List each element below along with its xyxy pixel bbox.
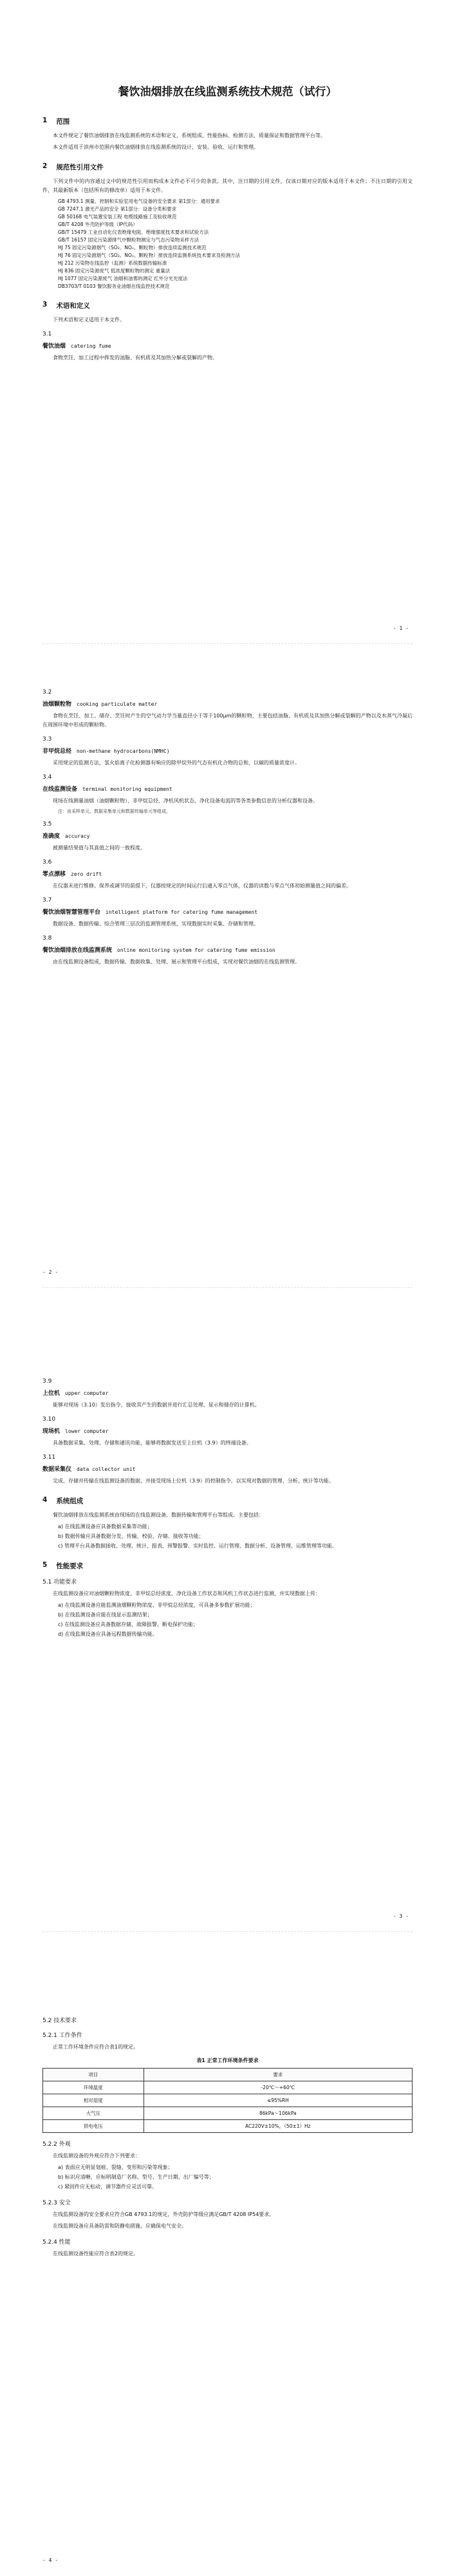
paragraph: 餐饮油烟排放在线监测系统由现场的在线监测设备、数据传输和管理平台等组成。主要包括： [53,1512,264,1518]
paragraph: 本文件适用于滨州市范围内餐饮油烟排放在线监测系统的设计、安装、验收、运行和管理。 [53,144,259,150]
term-zh: 数据采集仪 [42,1466,72,1473]
term-zh: 上位机 [42,1390,60,1397]
table-cell: 相对湿度 [43,2094,144,2107]
environment-table [42,2068,413,2133]
term-definition: 食物烹饪、加工过程中挥发的油脂、有机质及其加热分解或裂解的产物。 [53,355,218,361]
term-zh: 零点漂移 [42,871,66,878]
term-zh: 准确度 [42,833,60,840]
list-item: b) 数据传输应具备数据分发、传输、校验、存储、接收等功能； [58,1533,204,1539]
term-definition: 现场在线测量油烟（油烟颗粒物）、非甲烷总烃、净机风机状态、净化设备电流的等各类参数信息的分析仪器和设备。 [53,798,318,804]
appearance-requirements-list [58,2163,413,2192]
standard-item: HJ 1077 固定污染源废气 油烟和油雾的测定 红外分光光度法 [58,276,188,281]
term-en: catering fume [71,343,111,349]
term-definition: 采用规定的监测方法，氢火焰离子化检测器有响应的除甲烷外的气态有机化合物的总和，以碳的质量浓度计。 [53,760,300,766]
term-en: data collector unit [77,1466,136,1472]
term-number: 3.1 [42,331,52,337]
term-zh: 餐饮油烟 [42,343,66,350]
term-heading [42,831,413,840]
table-cell: -20℃～+60℃ [144,2081,412,2094]
section-title: 规范性引用文件 [56,164,104,171]
term-en: zero drift [71,871,102,877]
term-zh: 餐饮油烟智慧管理平台 [42,909,101,916]
list-item: a) 在线监测设备应能监测油烟颗粒物浓度、非甲烷总烃浓度，可具备多参数扩展功能； [58,1602,255,1608]
section-heading [42,1496,413,1506]
standard-item: HJ 212 污染物在线监控（监测）系统数据传输标准 [58,260,167,266]
table-header-row [43,2069,413,2081]
page-number: - 1 - [393,625,409,631]
page-number: - 4 - [42,2557,59,2563]
table-cell: ≤95%RH [144,2094,412,2107]
table-row [43,2107,413,2120]
table-cell: 大气压 [43,2107,144,2120]
table-title: 表1 正常工作环境条件要求 [196,2058,259,2063]
standard-item: GB 7247.1 激光产品的安全 第1部分：设备分类和要求 [58,206,177,212]
term-definition: 被测量结果值与其真值之间的一致程度。 [53,845,145,851]
subsection-heading: 5.2.2 外观 [42,2141,71,2148]
term-heading [42,1464,413,1473]
term-number: 3.7 [42,897,52,904]
term-note: 注：由采样单元、数据采集单元和数据传输单元等组成。 [58,809,171,814]
term-number: 3.3 [42,736,52,743]
term-en: intelligent platform for catering fume management [106,909,258,915]
standards-list [58,198,413,290]
term-heading [42,1388,413,1397]
term-number: 3.8 [42,935,52,942]
list-item: b) 标识应清晰，应标明制造厂名称、型号、生产日期、出厂编号等； [58,2174,214,2180]
section-heading [42,162,413,172]
section-title: 性能要求 [56,1562,84,1570]
term-en: upper computer [65,1390,109,1396]
term-definition: 数据设备、数据传输、综合管理三层次的监测管理系统，实现数据实时采集、存储和管理。 [53,921,259,927]
term-en: cooking particulate matter [77,701,158,707]
section-number: 5 [42,1561,48,1569]
term-heading [42,945,413,954]
section-title: 范围 [56,118,70,126]
list-item: d) 在线监测设备应具备远程数据传输功能。 [58,1631,158,1637]
system-components-list [58,1522,413,1551]
term-zh: 现场机 [42,1428,60,1435]
section-number: 4 [42,1496,48,1504]
term-number: 3.5 [42,821,52,828]
standard-item: DB3703/T 0103 餐饮服务业油烟在线监控技术规范 [58,283,170,289]
term-number: 3.11 [42,1454,56,1461]
paragraph: 本文件规定了餐饮油烟排放在线监测系统的术语和定义、系统组成、性能指标、检测方法、质量保证和数据管理平台等。 [53,133,326,138]
paragraph: 在线监测设备的安全要求应符合GB 4793.1的规定，外壳防护等级应满足GB/T 4208 IP54要求。 [53,2211,275,2217]
section-title: 术语和定义 [56,302,90,310]
paragraph: 在线监测设备性能应符合表2的规定。 [53,2251,139,2257]
page-2 [0,644,455,1288]
term-heading [42,1426,413,1435]
term-heading [42,746,413,755]
page-1 [0,0,455,644]
standard-item: GB/T 15479 工业自动化仪表绝缘电阻、绝缘强度技术要求和试验方法 [58,229,209,235]
table-cell: 86kPa～106kPa [144,2107,412,2120]
table-row [43,2120,413,2133]
page-number: - 3 - [393,1913,409,1919]
list-item: c) 在线监测设备应具备数据存储、故障报警、断电保护功能； [58,1622,199,1627]
term-definition: 食物在烹饪、加工、储存、烹饪时产生的空气动力学当量直径小于等于100μm的颗粒物，主要包括油脂、有机质及其加热分解或裂解的产物以及水蒸气冷凝后在周围环境中形成的颗粒物。 [42,713,413,728]
table-row [43,2081,413,2094]
table-cell: 环境温度 [43,2081,144,2094]
term-number: 3.10 [42,1416,56,1423]
paragraph: 在线监测设备的外观应符合下列要求： [53,2153,140,2159]
term-definition: 完成、存储并传输在线监测设备的数据，并接受现场上位机（3.9）的控制指令，以实现对数据的管理、分析、统计等功能。 [53,1478,334,1484]
section-heading [42,1561,413,1571]
term-heading [42,784,413,793]
subsection-heading: 5.1 功能要求 [42,1579,77,1586]
standard-item: GB/T 16157 固定污染源排气中颗粒物测定与气态污染物采样方法 [58,237,200,243]
list-item: a) 表面应无明显划痕、裂缝、变形和污染等现象； [58,2164,173,2170]
document-title: 餐饮油烟排放在线监测系统技术规范（试行） [118,86,337,99]
term-heading [42,341,413,350]
paragraph: 下列术语和定义适用于本文件。 [53,317,125,323]
term-definition: 能够对现场（3.10）发出指令，接收其产生的数据并进行汇总处理、显示和储存的计算机。 [53,1402,260,1408]
standard-item: HJ 836 固定污染源废气 低浓度颗粒物的测定 重量法 [58,268,171,274]
standard-item: HJ 75 固定污染源烟气（SO₂、NOₓ、颗粒物）排放连续监测技术规范 [58,245,207,251]
section-heading [42,301,413,310]
paragraph: 正常工作环境条件应符合表1的规定。 [53,2044,139,2050]
subsection-heading: 5.2.3 安全 [42,2200,71,2206]
term-definition: 由在线监测设备组成，数据传输、数据收集、处理、展示和管理平台组成，实现对餐饮油烟的在线监测管理。 [53,959,300,965]
term-en: accuracy [65,833,90,839]
term-zh: 非甲烷总烃 [42,748,72,755]
term-number: 3.9 [42,1378,52,1385]
term-heading [42,869,413,878]
term-number: 3.4 [42,774,52,781]
term-number: 3.2 [42,689,52,696]
paragraph: 下列文件中的内容通过文中的规范性引用而构成本文件必不可少的条款。其中，注日期的引用文件，仅该日期对应的版本适用于本文件；不注日期的引用文件，其最新版本（包括所有的修改单）适用于本文件。 [42,178,413,193]
standard-item: GB 50168 电气装置安装工程 电缆线路施工及验收规范 [58,214,177,220]
term-number: 3.6 [42,859,52,866]
term-zh: 餐饮油烟排放在线监测系统 [42,947,113,954]
list-item: c) 管理平台具备数据接收、处理、统计、报表、预警报警、实时监控、运行管理、数据分析、设备管理、运维管理等功能。 [58,1543,338,1549]
term-en: terminal monitoring equipment [82,786,172,792]
standard-item: GB 4793.1 测量、控制和实验室用电气设备的安全要求 第1部分：通用要求 [58,198,220,204]
standard-item: GB/T 4208 外壳防护等级（IP代码） [58,222,138,227]
table-cell: AC220V±10%，（50±1）Hz [144,2120,412,2133]
term-zh: 油烟颗粒物 [42,701,72,708]
table-row [43,2094,413,2107]
page-3 [0,1288,455,1932]
section-number: 3 [42,301,48,308]
section-number: 1 [42,117,48,124]
term-zh: 在线监测设备 [42,786,78,793]
standard-item: HJ 76 固定污染源烟气（SO₂、NOₓ、颗粒物）排放连续监测系统技术要求及检测方法 [58,252,241,258]
list-item: b) 在线监测设备应能在线显示监测结果； [58,1612,153,1618]
section-number: 2 [42,162,48,170]
page-number: - 2 - [42,1269,59,1275]
list-item: a) 在线监测设备应具备数据采集等功能； [58,1524,153,1530]
term-definition: 在仪器未进行维修、保养或调节的前提下，仪器按规定的时间运行后通入零点气体，仪器的读数与零点气体初始测量值之间的偏差。 [53,883,351,889]
paragraph: 在线监测设备应具备防雷和防静电措施，应确保电气安全。 [53,2223,187,2229]
paragraph: 在线监测设备应对油烟颗粒物浓度、非甲烷总烃浓度、净化设备工作状态和风机工作状态进行监测，并实现数据上传： [53,1591,320,1596]
table-header-cell: 项目 [43,2069,144,2081]
term-en: lower computer [65,1428,109,1434]
table-header-cell: 要求 [144,2069,412,2081]
term-en: online monitoring system for catering fume emission [117,947,275,953]
list-item: c) 紧固件应无松动，调节器件应灵活可靠。 [58,2184,158,2190]
term-heading [42,699,413,708]
table-cell: 供电电压 [43,2120,144,2133]
function-requirements-list [58,1601,413,1639]
subsection-heading: 5.2.1 工作条件 [42,2032,82,2039]
section-title: 系统组成 [56,1497,84,1505]
page-4 [0,1932,455,2576]
subsection-heading: 5.2.4 性能 [42,2239,71,2246]
term-heading [42,907,413,916]
term-en: non-methane hydrocarbons(NMHC) [77,748,170,754]
subsection-heading: 5.2 技术要求 [42,2018,77,2024]
term-definition: 具备数据采集、处理、存储和通讯功能，能够将数据发送至上位机（3.9）的终端设备。 [53,1440,252,1446]
section-heading [42,117,413,126]
